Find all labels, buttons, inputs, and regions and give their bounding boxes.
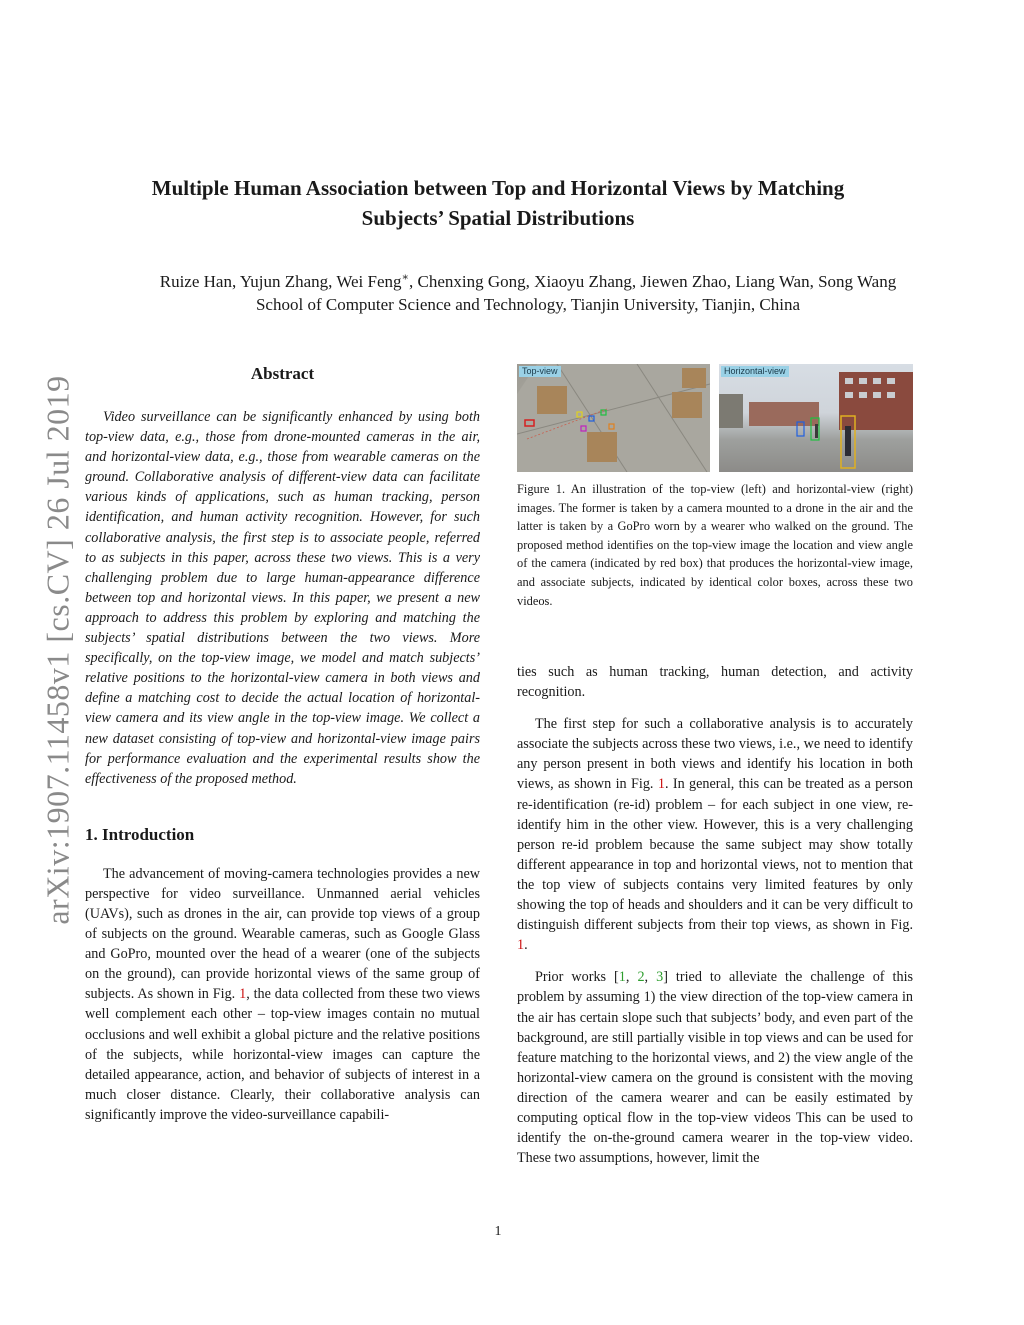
horizontal-view-label: Horizontal-view [721,366,789,377]
authors-before: Ruize Han, Yujun Zhang, Wei Feng [159,272,402,291]
corresponding-author-mark: ∗ [401,271,410,284]
introduction-heading: 1. Introduction [85,824,195,844]
top-view-image [517,364,710,472]
intro-paragraph-1 [85,864,480,1125]
title-line-2: Subjects’ Spatial Distributions [361,206,635,230]
top-view-illustration [517,364,710,472]
citation-2-link[interactable]: 2 [637,969,645,986]
author-block [40,270,1016,316]
intro-p3-text-b: ] tried to alleviate the challenge of this problem by assuming 1) the view direction of the top-view camera in the air has certain slope such that subjects’ body, and even part of the background, are still partially visible in top views and can be used for feature matching to the horizontal views, and 2) the view angle of the horizontal-view camera on the ground is consistent with the moving direction of the camera wearer and can be easily estimated by computing optical flow in the top-view videos This can be used to identify the on-the-ground camera wearer in the top-view video. These two assumptions, however, limit the [517,969,914,1167]
figure-1-link-3[interactable]: 1 [517,937,525,954]
intro-paragraph-1-continued: ties such as human tracking, human detection, and activity recognition. [517,664,913,701]
abstract-heading: Abstract [250,364,315,383]
intro-p1-text-a: The advancement of moving-camera technologies provides a new perspective for video surveillance. Unmanned aerial vehicles (UAVs), such as drones in the air, can provide top views of a group of subjects on the ground. Wearable cameras, such as Google Glass and GoPro, mounted over the head of a wearer (one of the subjects on the ground), can provide horizontal views of the same group of subjects. As shown in Fig. [85,865,480,1003]
author-list [40,270,1016,293]
intro-p2-text-b: . In general, this can be treated as a person re-identification (re-id) problem – for each subject in one view, re-identify him in the other view. However, this is a very challenging person re-id problem because the same subject may show totally different appearance in top and horizontal views, not to mention that the top view of subjects contains very limited features by only showing the top of heads and shoulders and it can be very difficult to distinguish different subjects from their top views, as shown in Fig. [517,776,913,934]
citation-3-link[interactable]: 3 [656,969,664,986]
figure-1-link-2[interactable]: 1 [657,776,665,793]
abstract-body: Video surveillance can be significantly enhanced by using both top-view data, e.g., those from drone-mounted cameras in the air, and horizontal-view data, e.g., those from wearable cameras on the ground. Collaborative analysis of different-view data can facilitate various kinds of applications, such as human tracking, person identification, and human activity recognition. However, for such collaborative analysis, the first step is to associate people, referred to as subjects in this paper, across these two views. This is a very challenging problem due to large human-appearance difference between top and horizontal views. In this paper, we present a new approach to address this problem by exploring and matching the subjects’ spatial distributions between the two views. More specifically, on the top-view image, we model and match subjects’ relative positions to the horizontal-view camera in both views and define a matching cost to decide the actual location of horizontal-view camera and its view angle in the top-view image. We collect a new dataset consisting of top-view and horizontal-view image pairs for performance evaluation and the experimental results show the effectiveness of the proposed method. [85,409,480,787]
intro-paragraph-3 [517,967,913,1168]
figure-1-caption: Figure 1. An illustration of the top-view (left) and horizontal-view (right) images. The former is taken by a camera mounted to a drone in the air and the latter is taken by a GoPro worn by a wearer who walked on the ground. The proposed method identifies on the top-view image the location and view angle of the camera (indicated by red box) that produces the horizontal-view image, and associate subjects, indicated by identical color boxes, across these two videos. [517,482,913,608]
citation-1-link[interactable]: 1 [618,969,626,986]
left-column [85,362,480,1125]
horizontal-view-illustration [719,364,913,472]
paper-title [60,173,936,233]
horizontal-view-image [719,364,913,472]
arxiv-identifier: arXiv:1907.11458v1 [cs.CV] 26 Jul 2019 [39,375,76,925]
right-column [517,662,913,1168]
citation-separator-1: , [625,969,638,986]
intro-p1-text-b: , the data collected from these two views well complement each other – top-view images contain no mutual occlusions and well exhibit a global picture and the relative positions of the subjects, while horizontal-view images can capture the detailed appearance, action, and behavior of subjects of interest in a much closer distance. Clearly, their collaborative analysis can significantly improve the video-surveillance capabili- [85,986,481,1123]
affiliation: School of Computer Science and Technology, Tianjin University, Tianjin, China [255,295,801,314]
figure-1-link[interactable]: 1 [239,986,247,1003]
page-number: 1 [494,1224,502,1239]
intro-p3-text-a: Prior works [ [535,969,619,986]
intro-paragraph-2 [517,714,913,955]
authors-after: , Chenxing Gong, Xiaoyu Zhang, Jiewen Zhao, Liang Wan, Song Wang [409,272,897,291]
title-line-1: Multiple Human Association between Top and Horizontal Views by Matching [151,176,845,200]
citation-separator-2: , [644,969,657,986]
top-view-label: Top-view [519,366,561,377]
intro-p2-text-a: The first step for such a collaborative analysis is to accurately associate the subjects across these two views, i.e., we need to identify any person present in both views and identify his location in both views, as shown in Fig. [517,716,913,793]
intro-p2-text-c: . [524,937,528,954]
